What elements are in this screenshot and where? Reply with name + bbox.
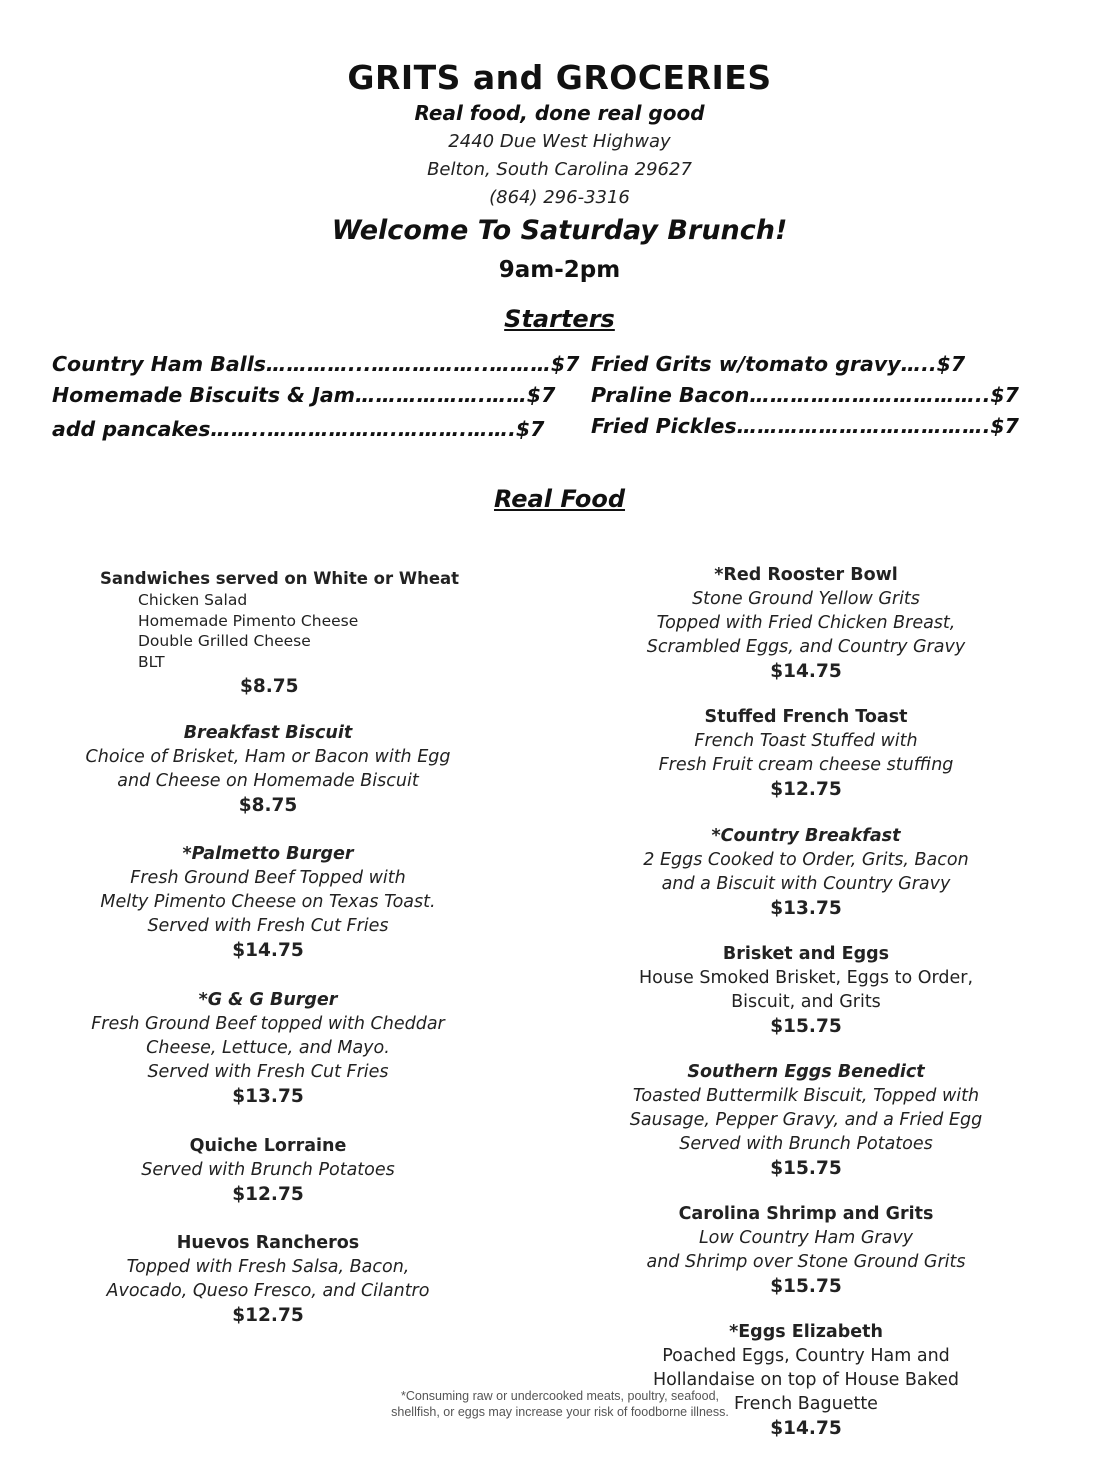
menu-item-stuffed-french-toast xyxy=(596,705,1016,803)
starters-heading: Starters xyxy=(504,305,615,333)
item-price: $8.75 xyxy=(238,795,298,816)
item-price: $14.75 xyxy=(770,1418,842,1439)
item-price: $13.75 xyxy=(770,898,842,919)
item-name: Southern Eggs Benedict xyxy=(687,1062,925,1082)
starter-item-fried-grits: Fried Grits w/tomato gravy…..$7 xyxy=(591,352,966,376)
starter-item-praline-bacon: Praline Bacon……………………………..$7 xyxy=(591,383,1019,407)
item-price: $12.75 xyxy=(770,779,842,800)
sandwich-option: Chicken Salad xyxy=(138,591,248,609)
item-price: $8.75 xyxy=(240,676,299,697)
item-name: *G & G Burger xyxy=(198,990,338,1010)
sandwich-option: Double Grilled Cheese xyxy=(138,632,311,650)
item-description: Topped with Fresh Salsa, Bacon, Avocado, Queso Fresco, and Cilantro xyxy=(106,1257,430,1301)
menu-item-gg-burger xyxy=(58,988,478,1110)
item-price: $14.75 xyxy=(232,940,304,961)
item-name: Sandwiches served on White or Wheat xyxy=(100,569,460,588)
item-price: $12.75 xyxy=(232,1305,304,1326)
starter-item-add-pancakes: add pancakes……..……………….……….…….$7 xyxy=(52,417,545,441)
item-description: 2 Eggs Cooked to Order, Grits, Bacon and a Biscuit with Country Gravy xyxy=(643,850,969,894)
phone-number: (864) 296-3316 xyxy=(489,187,630,208)
menu-item-brisket-and-eggs xyxy=(596,942,1016,1040)
address-line-2: Belton, South Carolina 29627 xyxy=(427,159,692,180)
hours: 9am-2pm xyxy=(498,257,621,283)
item-name: Stuffed French Toast xyxy=(704,707,908,727)
menu-item-carolina-shrimp-and-grits xyxy=(596,1202,1016,1300)
item-price: $12.75 xyxy=(232,1184,304,1205)
item-description: Served with Brunch Potatoes xyxy=(141,1160,395,1180)
item-name: *Palmetto Burger xyxy=(182,844,354,864)
menu-item-eggs-elizabeth xyxy=(596,1320,1016,1442)
item-description: Stone Ground Yellow Grits Topped with Fried Chicken Breast, Scrambled Eggs, and Country Gravy xyxy=(646,589,966,657)
item-name: Huevos Rancheros xyxy=(176,1233,360,1253)
starter-item-fried-pickles: Fried Pickles……………………………….$7 xyxy=(591,414,1019,438)
menu-item-country-breakfast xyxy=(596,824,1016,922)
item-description: French Toast Stuffed with Fresh Fruit cream cheese stuffing xyxy=(658,731,954,775)
item-description: House Smoked Brisket, Eggs to Order, Biscuit, and Grits xyxy=(638,968,974,1012)
item-price: $15.75 xyxy=(770,1158,842,1179)
menu-item-red-rooster-bowl xyxy=(596,563,1016,685)
tagline: Real food, done real good xyxy=(414,101,705,125)
item-description: Low Country Ham Gravy and Shrimp over Stone Ground Grits xyxy=(646,1228,966,1272)
item-price: $15.75 xyxy=(770,1016,842,1037)
item-name: Brisket and Eggs xyxy=(722,944,890,964)
item-name: Quiche Lorraine xyxy=(189,1136,347,1156)
menu-item-quiche-lorraine xyxy=(58,1134,478,1208)
item-description: Toasted Buttermilk Biscuit, Topped with Sausage, Pepper Gravy, and a Fried Egg Served with Brunch Potatoes xyxy=(629,1086,983,1154)
item-description: Fresh Ground Beef Topped with Melty Pimento Cheese on Texas Toast. Served with Fresh Cut Fries xyxy=(100,868,436,936)
sandwich-option: Homemade Pimento Cheese xyxy=(138,611,359,630)
menu-item-breakfast-biscuit xyxy=(58,721,478,819)
item-price: $13.75 xyxy=(232,1086,304,1107)
item-name: *Red Rooster Bowl xyxy=(714,565,898,585)
item-description: Fresh Ground Beef topped with Cheddar Cheese, Lettuce, and Mayo. Served with Fresh Cut Fries xyxy=(91,1014,445,1082)
item-name: Breakfast Biscuit xyxy=(183,723,353,743)
address-line-1: 2440 Due West Highway xyxy=(448,131,671,152)
sandwich-option: BLT xyxy=(138,652,165,671)
welcome-heading: Welcome To Saturday Brunch! xyxy=(331,215,788,246)
restaurant-name: GRITS and GROCERIES xyxy=(347,58,772,97)
menu-item-southern-eggs-benedict xyxy=(596,1060,1016,1182)
menu-item-huevos-rancheros xyxy=(58,1231,478,1329)
menu-item-palmetto-burger xyxy=(58,842,478,964)
item-description: Choice of Brisket, Ham or Bacon with Egg and Cheese on Homemade Biscuit xyxy=(85,747,451,791)
real-food-heading: Real Food xyxy=(493,485,626,513)
item-name: Carolina Shrimp and Grits xyxy=(678,1204,934,1224)
starter-item-homemade-biscuits: Homemade Biscuits & Jam……………….……$7 xyxy=(52,383,556,407)
sandwiches-item xyxy=(100,568,460,702)
item-name: *Eggs Elizabeth xyxy=(729,1322,883,1342)
food-safety-disclaimer: *Consuming raw or undercooked meats, poultry, seafood, shellfish, or eggs may increase your risk of foodborne illness. xyxy=(391,1389,729,1419)
item-name: *Country Breakfast xyxy=(711,826,901,846)
item-description: Poached Eggs, Country Ham and Hollandaise on top of House Baked French Baguette xyxy=(652,1346,960,1414)
starter-item-country-ham-balls: Country Ham Balls…………...……………..………$7 xyxy=(52,352,580,376)
item-price: $14.75 xyxy=(770,661,842,682)
item-price: $15.75 xyxy=(770,1276,842,1297)
